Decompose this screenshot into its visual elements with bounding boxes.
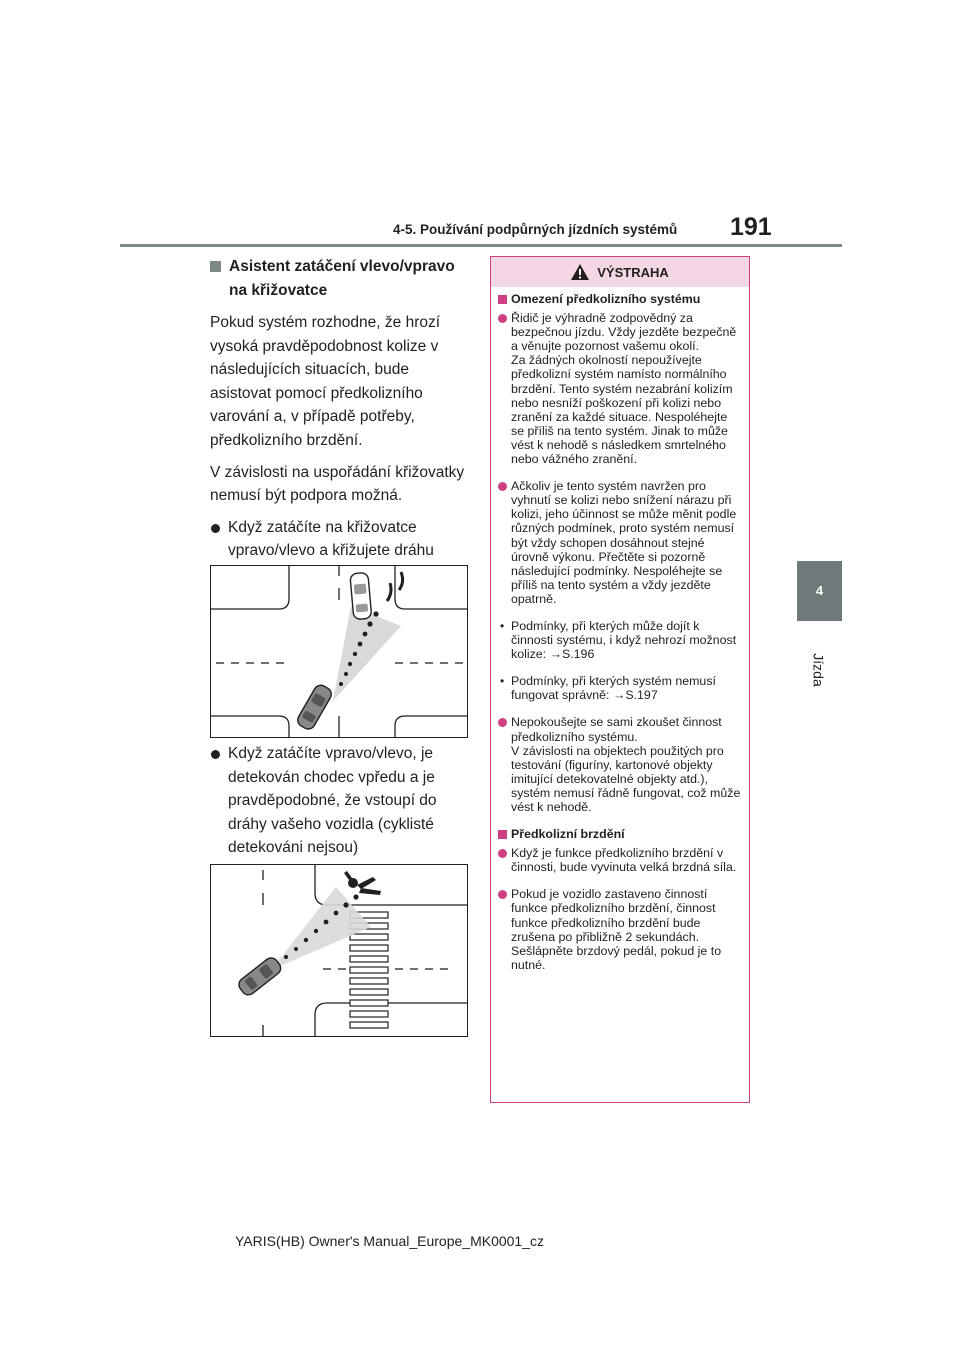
warning-box [490,256,750,1103]
bullet-dot-icon [498,718,507,727]
bullet-dot-icon [498,890,507,899]
warning-item: Ačkoliv je tento systém navržen pro vyhnutí se kolizi nebo snížení nárazu při kolizi, jeho účinnost se může měnit podle různých podmínek, proto systém nemusí být vždy schopen dosáhnout stejné úrovně výkonu. Přečtěte si pozorně následující podmínky. Nespoléhejte se příliš na tento systém a vždy jezděte opatrně. [498,479,742,606]
section-heading: Asistent zatáčení vlevo/vpravo na křižovatce [210,255,470,303]
warning-section-heading: Omezení předkolizního systému [498,292,742,306]
chapter-label: Jízda [811,653,827,687]
warning-subitem: • Podmínky, při kterých systém nemusí fungovat správně: →S.197 [500,674,716,703]
square-bullet-icon [498,295,507,304]
intersection-oncoming-vehicle-illustration [210,565,468,738]
warning-item: Když je funkce předkolizního brzdění v činnosti, bude vyvinuta velká brzdná síla. [498,846,742,874]
pedestrian-crossing-illustration [210,864,468,1037]
left-column [210,255,470,595]
page-number: 191 [730,213,772,241]
list-item: Když zatáčíte na křižovatce vpravo/vlevo a křižujete dráhu [210,516,470,587]
warning-header [491,257,749,287]
bullet-dot-icon [498,482,507,491]
warning-section-heading: Předkolizní brzdění [498,827,742,841]
square-bullet-icon [210,261,221,272]
bullet-dot-icon [498,314,507,323]
warning-triangle-icon [571,264,589,280]
square-bullet-icon [498,830,507,839]
left-column-lower [210,742,470,868]
chapter-tab[interactable]: 4 [797,561,842,621]
warning-title: VÝSTRAHA [597,264,669,280]
warning-subitem: • Podmínky, při kterých může dojít k činnosti systému, i když nehrozí možnost kolize: →S.196 [500,618,737,662]
manual-footer: YARIS(HB) Owner's Manual_Europe_MK0001_cz [235,1233,544,1249]
note-paragraph: V závislosti na uspořádání křižovatky nemusí být podpora možná. [210,463,465,505]
section-title: 4-5. Používání podpůrných jízdních systémů [393,222,678,237]
warning-item: Řidič je výhradně zodpovědný za bezpečnou jízdu. Vždy jezděte bezpečně a věnujte pozornost vašemu okolí. Za žádných okolností nepoužívejte předkolizní systém namísto normálního brzdění. Tento systém nezabrání kolizím nebo nesníží poškození při kolizi nebo zranění za každé situace. Nespoléhejte se příliš na tento systém. Jinak to může vést k nehodě s následkem smrtelného nebo vážného zranění. [498,311,742,466]
header-rule [120,244,842,247]
warning-item: Nepokoušejte se sami zkoušet činnost předkolizního systému. V závislosti na objektech použitých pro testování (figuríny, kartonové objekty imitující detekovatelné objekty atd.), systém nemusí řádně fungovat, což může vést k nehodě. [498,715,742,814]
list-item: Když zatáčíte vpravo/vlevo, je detekován chodec vpředu a je pravděpodobné, že vstoupí do dráhy vašeho vozidla (cyklisté detekováni nejsou) [210,742,470,860]
bullet-dot-icon [211,524,220,533]
intro-paragraph: Pokud systém rozhodne, že hrozí vysoká pravděpodobnost kolize v následujících situacích, bude asistovat pomocí předkolizního varování a, v případě potřeby, předkolizního brzdění. [210,314,441,449]
bullet-dot-icon [211,750,220,759]
bullet-dot-icon [498,849,507,858]
warning-item: Pokud je vozidlo zastaveno činností funkce předkolizního brzdění, činnost funkce předkolizního brzdění bude zrušena po přibližně 2 sekundách. Sešlápněte brzdový pedál, pokud je to nutné. [498,887,742,972]
